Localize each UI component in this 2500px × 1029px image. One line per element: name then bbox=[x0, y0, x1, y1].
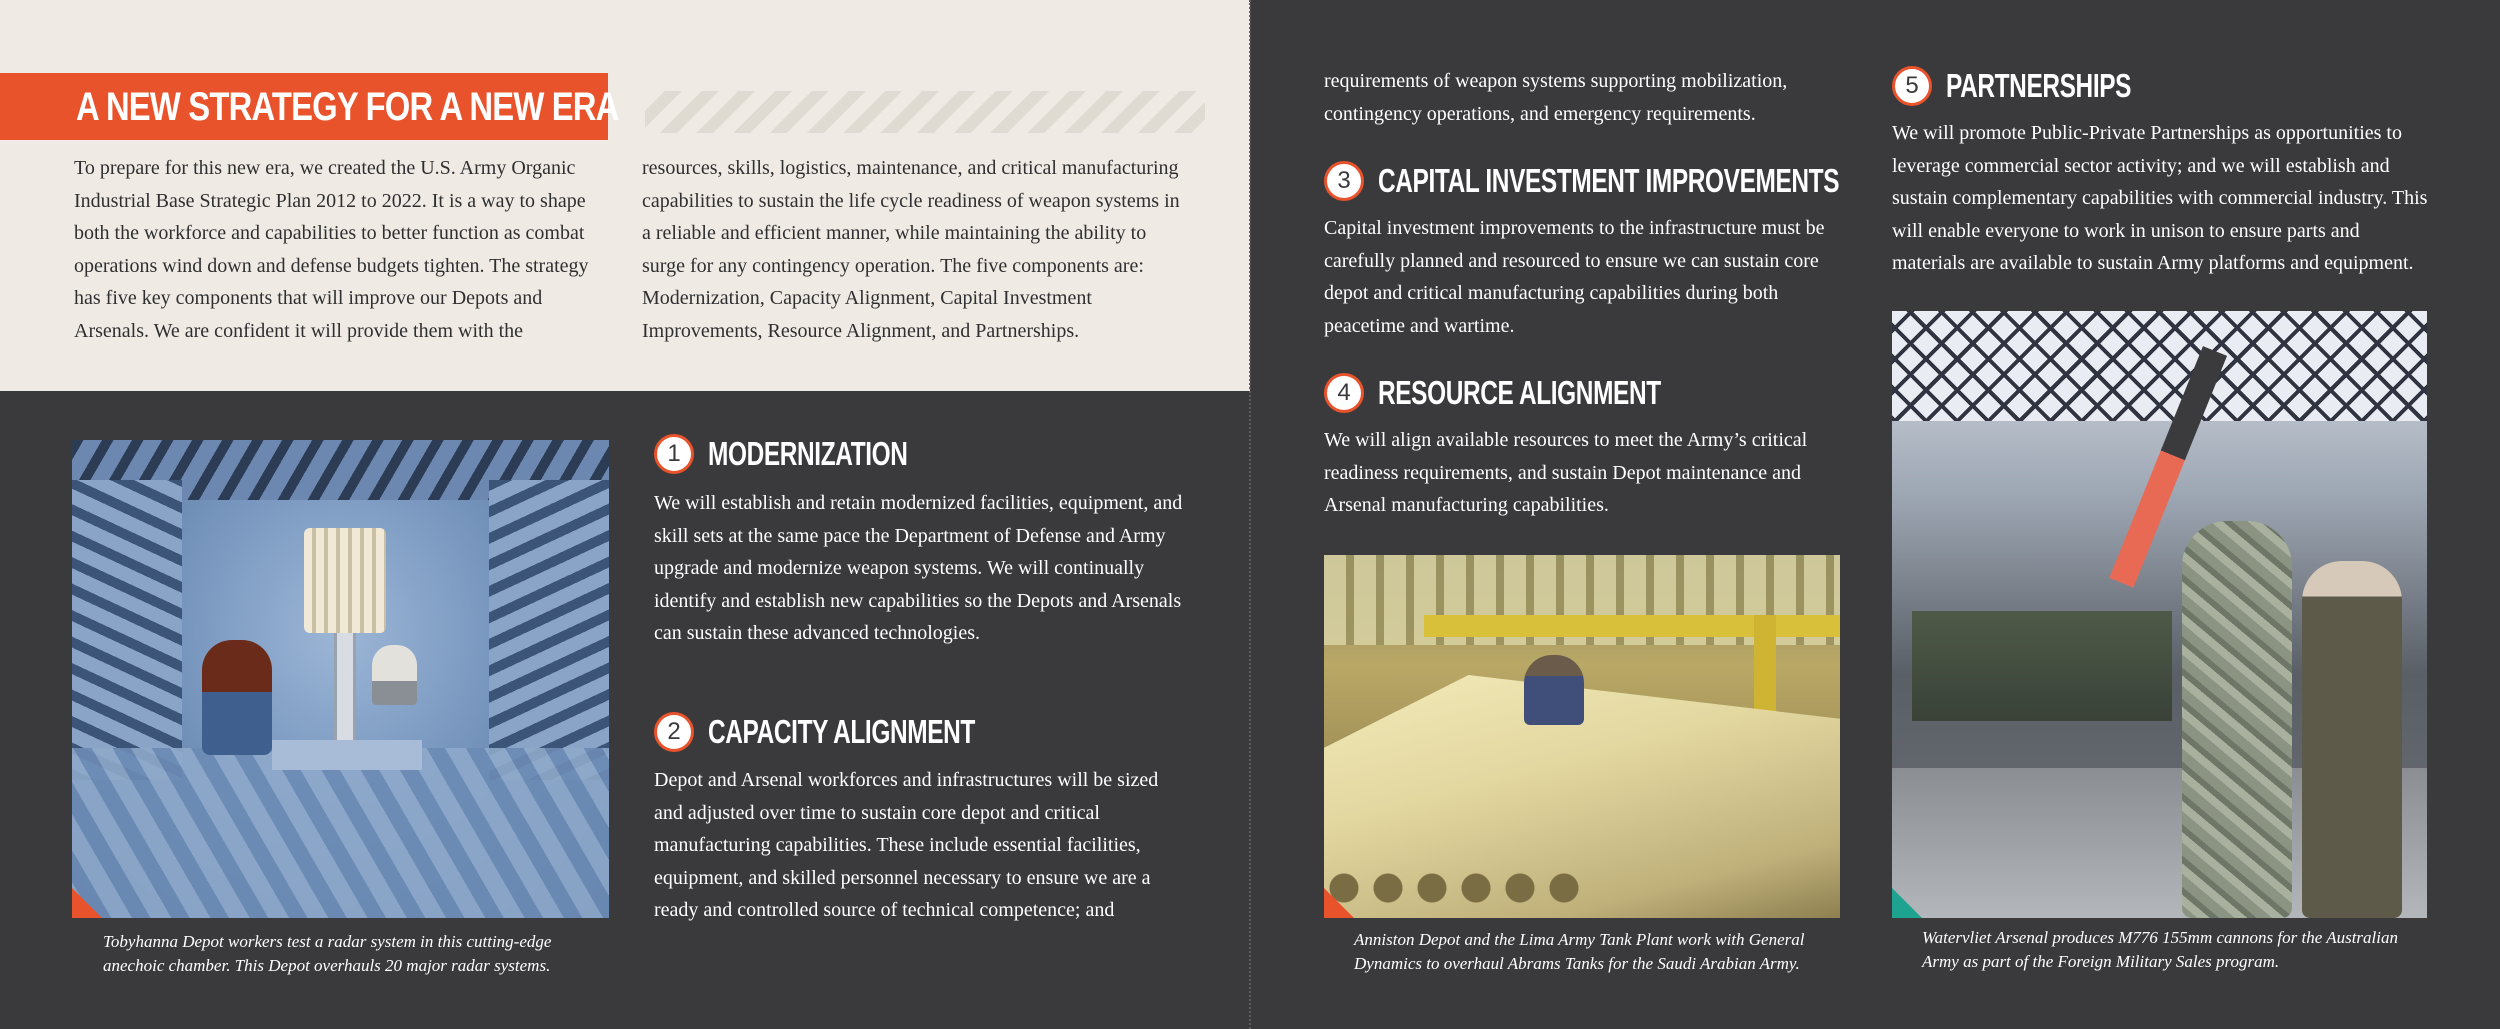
section-capacity-alignment-heading bbox=[654, 710, 1069, 754]
section-title: MODERNIZATION bbox=[708, 435, 908, 472]
decorative-stripes bbox=[645, 91, 1205, 133]
section-capacity-alignment-body: Depot and Arsenal workforces and infrastructures will be sized and adjusted over time to sustain core depot and critical manufacturing capabilities. These include essential facilities, equipment, and skilled personnel necessary to ensure we are a ready and controlled source of technical competence; and bbox=[654, 769, 1159, 922]
section-partnerships-heading bbox=[1892, 64, 2196, 108]
section-resource-alignment-heading bbox=[1324, 371, 1760, 415]
photo-anechoic-chamber bbox=[72, 440, 609, 918]
section-resource-alignment-body: We will align available resources to meet the Army’s critical readiness requirements, and sustain Depot maintenance and Arsenal manufacturing capabilities. bbox=[1324, 429, 1808, 517]
page-divider bbox=[1249, 0, 1251, 1029]
caption-anechoic-chamber: Tobyhanna Depot workers test a radar system in this cutting-edge anechoic chamber. This Depot overhauls 20 major radar systems. bbox=[103, 932, 552, 975]
photo-corner-marker bbox=[1892, 888, 1922, 918]
section-partnerships-body: We will promote Public-Private Partnerships as opportunities to leverage commercial sector activity; and we will establish and sustain complementary capabilities with commercial industry. This will enable everyone to work in unison to ensure parts and materials are available to sustain Army platforms and equipment. bbox=[1892, 122, 2428, 275]
section-title: CAPACITY ALIGNMENT bbox=[708, 713, 975, 750]
intro-text-right: resources, skills, logistics, maintenance, and critical manufacturing capabilities to sustain the life cycle readiness of weapon systems in a reliable and efficient manner, while maintaining the ability to surge for any contingency operation. The five components are: Modernization, Capacity Alignment, Capital Investment Improvements, Resource Alignment, and Partnerships. bbox=[642, 157, 1180, 342]
section-title: CAPITAL INVESTMENT IMPROVEMENTS bbox=[1378, 162, 1840, 199]
section-modernization-body: We will establish and retain modernized facilities, equipment, and skill sets at the same pace the Department of Defense and Army upgrade and modernize weapon systems. We will continually identify and establish new capabilities so the Depots and Arsenals can sustain these advanced technologies. bbox=[654, 492, 1183, 645]
section-title: RESOURCE ALIGNMENT bbox=[1378, 374, 1661, 411]
caption-abrams-tank: Anniston Depot and the Lima Army Tank Plant work with General Dynamics to overhaul Abrams Tanks for the Saudi Arabian Army. bbox=[1354, 930, 1805, 973]
section-number-badge: 1 bbox=[654, 434, 694, 474]
section-modernization-heading bbox=[654, 432, 978, 476]
caption-watervliet-arsenal: Watervliet Arsenal produces M776 155mm cannons for the Australian Army as part of the Foreign Military Sales program. bbox=[1922, 928, 2398, 971]
photo-corner-marker bbox=[72, 888, 102, 918]
section-title: PARTNERSHIPS bbox=[1946, 67, 2132, 104]
section-number-badge: 3 bbox=[1324, 161, 1364, 201]
photo-watervliet-arsenal bbox=[1892, 311, 2427, 918]
photo-abrams-tank bbox=[1324, 555, 1840, 918]
section-capital-investment-body: Capital investment improvements to the infrastructure must be carefully planned and resourced to ensure we can sustain core depot and critical manufacturing capabilities during both peacetime and wartime. bbox=[1324, 217, 1825, 337]
section-number-badge: 2 bbox=[654, 712, 694, 752]
section-number-badge: 4 bbox=[1324, 373, 1364, 413]
page-title: A NEW STRATEGY FOR A NEW ERA bbox=[76, 85, 619, 129]
photo-corner-marker bbox=[1324, 888, 1354, 918]
intro-text-left: To prepare for this new era, we created the U.S. Army Organic Industrial Base Strategic Plan 2012 to 2022. It is a way to shape both the workforce and capabilities to better function as combat operations wind down and defense budgets tighten. The strategy has five key components that will improve our Depots and Arsenals. We are confident it will provide them with the bbox=[74, 157, 589, 342]
title-banner bbox=[0, 73, 619, 140]
section-capacity-alignment-continued: requirements of weapon systems supporting mobilization, contingency operations, and emergency requirements. bbox=[1324, 70, 1788, 125]
section-number-badge: 5 bbox=[1892, 66, 1932, 106]
